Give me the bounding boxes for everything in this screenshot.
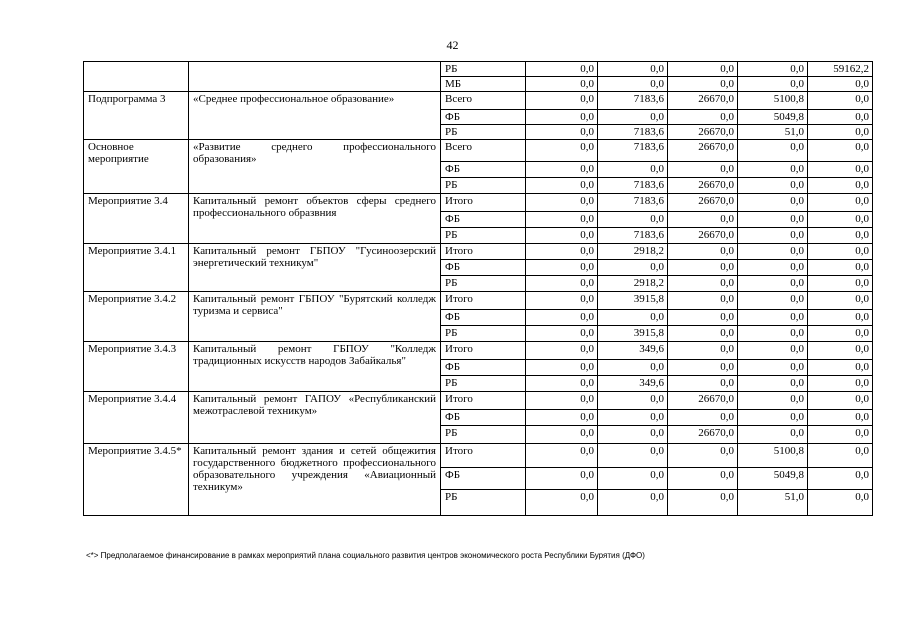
value-cell: 0,0 [526,326,598,342]
funding-source-cell: МБ [441,77,526,92]
program-name-cell: Мероприятие 3.4.1 [84,244,189,292]
value-cell: 0,0 [808,212,873,228]
value-cell: 26670,0 [668,125,738,140]
description-cell: Капитальный ремонт ГАПОУ «Республиканский межотраслевой техникум» [189,392,441,444]
value-cell: 7183,6 [598,228,668,244]
value-cell: 26670,0 [668,426,738,444]
value-cell: 0,0 [526,77,598,92]
value-cell: 0,0 [808,410,873,426]
value-cell: 0,0 [738,426,808,444]
value-cell: 0,0 [598,392,668,410]
value-cell: 0,0 [808,342,873,360]
value-cell: 0,0 [808,228,873,244]
value-cell: 0,0 [738,228,808,244]
description-cell: Капитальный ремонт ГБПОУ "Бурятский колледж туризма и сервиса" [189,292,441,342]
value-cell: 0,0 [808,292,873,310]
funding-source-cell: ФБ [441,212,526,228]
value-cell: 0,0 [738,376,808,392]
value-cell: 0,0 [598,212,668,228]
value-cell: 0,0 [808,244,873,260]
value-cell: 0,0 [598,162,668,178]
value-cell: 0,0 [808,426,873,444]
value-cell: 3915,8 [598,326,668,342]
value-cell: 0,0 [526,178,598,194]
value-cell: 0,0 [526,260,598,276]
funding-source-cell: ФБ [441,310,526,326]
value-cell: 0,0 [598,260,668,276]
program-name-cell: Мероприятие 3.4.5* [84,444,189,516]
value-cell: 0,0 [668,326,738,342]
table-row [84,292,873,310]
value-cell: 0,0 [526,212,598,228]
table-row [84,244,873,260]
value-cell: 0,0 [526,410,598,426]
value-cell: 0,0 [526,110,598,125]
value-cell: 51,0 [738,125,808,140]
description-cell: Капитальный ремонт здания и сетей общежития государственного бюджетного профессионального образовательного учреждения «Авиационный техникум» [189,444,441,516]
value-cell: 0,0 [526,162,598,178]
value-cell: 0,0 [738,260,808,276]
value-cell: 0,0 [808,92,873,110]
value-cell: 0,0 [738,392,808,410]
funding-source-cell: ФБ [441,110,526,125]
value-cell: 0,0 [808,110,873,125]
funding-source-cell: ФБ [441,260,526,276]
value-cell: 0,0 [526,342,598,360]
value-cell: 0,0 [526,426,598,444]
value-cell: 0,0 [668,444,738,468]
value-cell: 0,0 [668,162,738,178]
table-row [84,62,873,77]
description-cell: Капитальный ремонт ГБПОУ "Гусиноозерский энергетический техникум" [189,244,441,292]
value-cell: 7183,6 [598,125,668,140]
program-name-cell: Основное мероприятие [84,140,189,194]
value-cell: 5100,8 [738,92,808,110]
funding-source-cell: Итого [441,194,526,212]
value-cell: 26670,0 [668,140,738,162]
value-cell: 0,0 [808,178,873,194]
value-cell: 0,0 [808,490,873,516]
value-cell: 5049,8 [738,468,808,490]
value-cell: 3915,8 [598,292,668,310]
value-cell: 0,0 [598,110,668,125]
value-cell: 349,6 [598,376,668,392]
funding-source-cell: РБ [441,376,526,392]
table-row [84,342,873,360]
value-cell: 0,0 [738,162,808,178]
value-cell: 0,0 [738,212,808,228]
funding-source-cell: РБ [441,178,526,194]
funding-source-cell: РБ [441,125,526,140]
funding-source-cell: Всего [441,140,526,162]
value-cell: 0,0 [668,376,738,392]
footnote: <*> Предполагаемое финансирование в рамках мероприятий плана социального развития центров экономического роста Республики Бурятия (ДФО) [86,551,645,560]
value-cell: 0,0 [738,410,808,426]
program-name-cell: Мероприятие 3.4.2 [84,292,189,342]
funding-source-cell: РБ [441,326,526,342]
value-cell: 7183,6 [598,140,668,162]
value-cell: 0,0 [738,62,808,77]
value-cell: 349,6 [598,342,668,360]
value-cell: 0,0 [526,444,598,468]
value-cell: 51,0 [738,490,808,516]
value-cell: 0,0 [526,490,598,516]
table-row [84,92,873,110]
value-cell: 7183,6 [598,178,668,194]
value-cell: 0,0 [598,77,668,92]
value-cell: 0,0 [808,260,873,276]
description-cell: Капитальный ремонт ГБПОУ "Колледж традиционных искусств народов Забайкалья" [189,342,441,392]
value-cell: 0,0 [668,410,738,426]
value-cell: 0,0 [526,92,598,110]
value-cell: 0,0 [526,194,598,212]
budget-table [83,61,873,516]
value-cell: 0,0 [808,468,873,490]
value-cell: 0,0 [738,292,808,310]
value-cell: 0,0 [526,125,598,140]
program-name-cell: Подпрограмма 3 [84,92,189,140]
funding-source-cell: ФБ [441,360,526,376]
value-cell: 0,0 [526,276,598,292]
value-cell: 0,0 [668,212,738,228]
table-row [84,444,873,468]
value-cell: 0,0 [738,178,808,194]
value-cell: 0,0 [808,376,873,392]
value-cell: 0,0 [668,77,738,92]
value-cell: 26670,0 [668,228,738,244]
value-cell: 0,0 [526,468,598,490]
value-cell: 0,0 [668,62,738,77]
value-cell: 26670,0 [668,178,738,194]
value-cell: 0,0 [598,468,668,490]
value-cell: 0,0 [738,140,808,162]
page-number: 42 [446,38,459,52]
program-name-cell: Мероприятие 3.4.3 [84,342,189,392]
value-cell: 5049,8 [738,110,808,125]
value-cell: 0,0 [598,426,668,444]
value-cell: 0,0 [808,276,873,292]
value-cell: 0,0 [808,392,873,410]
description-cell: Капитальный ремонт объектов сферы среднего профессионального образвния [189,194,441,244]
funding-source-cell: Итого [441,244,526,260]
value-cell: 0,0 [808,162,873,178]
value-cell: 2918,2 [598,276,668,292]
funding-source-cell: Итого [441,342,526,360]
value-cell: 0,0 [526,244,598,260]
value-cell: 0,0 [526,140,598,162]
funding-source-cell: ФБ [441,162,526,178]
value-cell: 0,0 [526,392,598,410]
description-cell: «Среднее профессиональное образование» [189,92,441,140]
value-cell: 0,0 [808,326,873,342]
value-cell: 0,0 [738,326,808,342]
funding-source-cell: РБ [441,62,526,77]
value-cell: 0,0 [598,490,668,516]
value-cell: 0,0 [808,77,873,92]
value-cell: 0,0 [598,62,668,77]
value-cell: 26670,0 [668,194,738,212]
funding-source-cell: Всего [441,92,526,110]
value-cell: 0,0 [598,444,668,468]
funding-source-cell: РБ [441,276,526,292]
value-cell: 0,0 [526,228,598,244]
value-cell: 7183,6 [598,194,668,212]
funding-source-cell: РБ [441,228,526,244]
table-row [84,392,873,410]
value-cell: 0,0 [738,310,808,326]
value-cell: 0,0 [738,360,808,376]
funding-source-cell: ФБ [441,468,526,490]
value-cell: 0,0 [808,310,873,326]
value-cell: 0,0 [526,292,598,310]
value-cell: 0,0 [668,490,738,516]
value-cell: 0,0 [738,194,808,212]
value-cell: 0,0 [668,292,738,310]
description-cell: «Развитие среднего профессионального образования» [189,140,441,194]
program-name-cell [84,62,189,92]
value-cell: 0,0 [668,260,738,276]
value-cell: 7183,6 [598,92,668,110]
value-cell: 0,0 [738,77,808,92]
value-cell: 0,0 [526,62,598,77]
value-cell: 0,0 [526,376,598,392]
value-cell: 59162,2 [808,62,873,77]
program-name-cell: Мероприятие 3.4 [84,194,189,244]
value-cell: 0,0 [526,360,598,376]
value-cell: 0,0 [598,310,668,326]
value-cell: 0,0 [668,342,738,360]
value-cell: 0,0 [668,310,738,326]
funding-source-cell: Итого [441,444,526,468]
value-cell: 26670,0 [668,92,738,110]
value-cell: 0,0 [526,310,598,326]
funding-source-cell: РБ [441,426,526,444]
value-cell: 0,0 [598,410,668,426]
table-row [84,140,873,162]
value-cell: 0,0 [738,276,808,292]
value-cell: 0,0 [808,444,873,468]
description-cell [189,62,441,92]
value-cell: 0,0 [808,140,873,162]
value-cell: 0,0 [668,468,738,490]
value-cell: 0,0 [668,360,738,376]
value-cell: 0,0 [668,276,738,292]
funding-source-cell: Итого [441,292,526,310]
table-row [84,194,873,212]
value-cell: 0,0 [808,360,873,376]
value-cell: 0,0 [668,244,738,260]
value-cell: 0,0 [738,342,808,360]
value-cell: 0,0 [598,360,668,376]
value-cell: 0,0 [738,244,808,260]
value-cell: 5100,8 [738,444,808,468]
funding-source-cell: РБ [441,490,526,516]
program-name-cell: Мероприятие 3.4.4 [84,392,189,444]
value-cell: 0,0 [808,194,873,212]
value-cell: 0,0 [668,110,738,125]
funding-source-cell: ФБ [441,410,526,426]
funding-source-cell: Итого [441,392,526,410]
value-cell: 0,0 [808,125,873,140]
value-cell: 26670,0 [668,392,738,410]
value-cell: 2918,2 [598,244,668,260]
